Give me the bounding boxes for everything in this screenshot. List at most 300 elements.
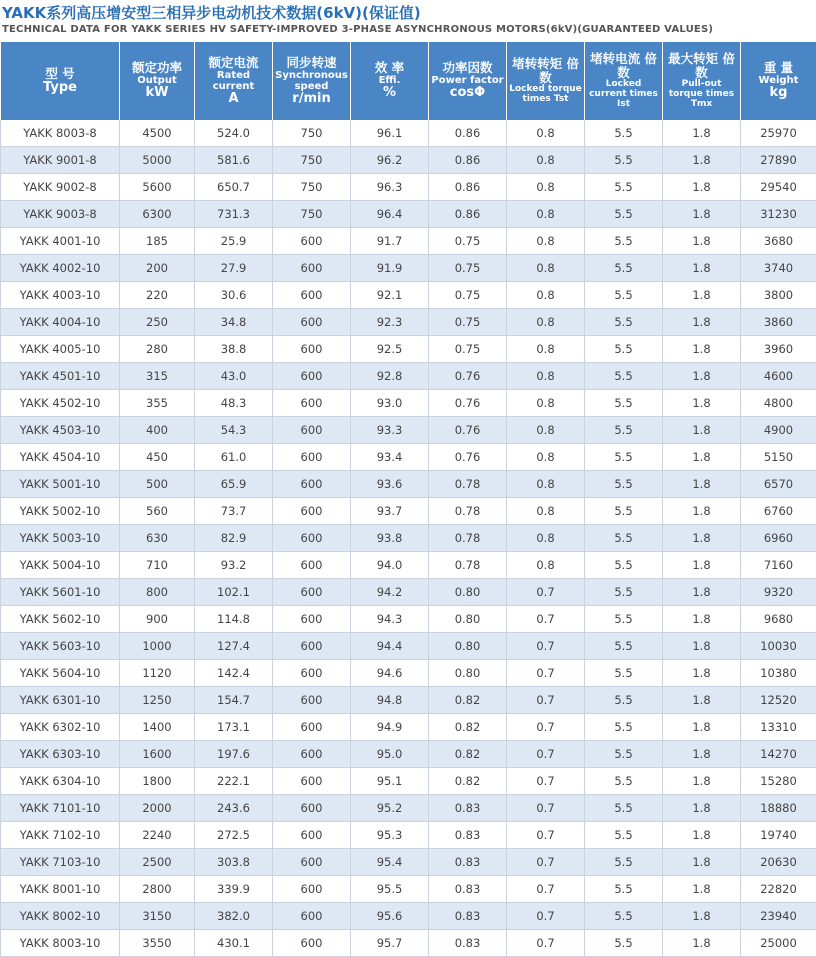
cell-efficiency: 95.2 [351, 795, 429, 822]
cell-synchronous-speed: 600 [273, 741, 351, 768]
cell-rated-current: 114.8 [195, 606, 273, 633]
cell-locked-torque: 0.7 [507, 606, 585, 633]
cell-locked-torque: 0.7 [507, 687, 585, 714]
cell-efficiency: 94.8 [351, 687, 429, 714]
cell-efficiency: 92.1 [351, 282, 429, 309]
cell-synchronous-speed: 600 [273, 579, 351, 606]
cell-rated-current: 197.6 [195, 741, 273, 768]
header-locked-current [585, 42, 663, 120]
table-row [1, 417, 816, 444]
cell-synchronous-speed: 600 [273, 552, 351, 579]
cell-weight: 27890 [741, 147, 816, 174]
cell-type: YAKK 4004-10 [1, 309, 120, 336]
cell-power-factor: 0.80 [429, 633, 507, 660]
cell-type: YAKK 4005-10 [1, 336, 120, 363]
cell-synchronous-speed: 600 [273, 903, 351, 930]
cell-rated-current: 272.5 [195, 822, 273, 849]
cell-synchronous-speed: 600 [273, 849, 351, 876]
cell-type: YAKK 5004-10 [1, 552, 120, 579]
cell-locked-current: 5.5 [585, 444, 663, 471]
header-unit: Type [2, 81, 118, 95]
cell-type: YAKK 4001-10 [1, 228, 120, 255]
table-row [1, 390, 816, 417]
cell-rated-current: 38.8 [195, 336, 273, 363]
cell-pull-out-torque: 1.8 [663, 525, 741, 552]
cell-weight: 6760 [741, 498, 816, 525]
cell-weight: 9320 [741, 579, 816, 606]
cell-locked-current: 5.5 [585, 120, 663, 147]
cell-locked-current: 5.5 [585, 174, 663, 201]
cell-type: YAKK 4003-10 [1, 282, 120, 309]
cell-pull-out-torque: 1.8 [663, 363, 741, 390]
cell-rated-current: 222.1 [195, 768, 273, 795]
cell-rated-current: 650.7 [195, 174, 273, 201]
cell-rated-current: 142.4 [195, 660, 273, 687]
table-row [1, 363, 816, 390]
table-row [1, 282, 816, 309]
cell-rated-current: 339.9 [195, 876, 273, 903]
cell-output: 185 [120, 228, 195, 255]
cell-type: YAKK 8003-10 [1, 930, 120, 957]
cell-power-factor: 0.75 [429, 228, 507, 255]
header-unit: % [352, 86, 427, 100]
header-cn: 型 号 [2, 67, 118, 81]
cell-locked-current: 5.5 [585, 849, 663, 876]
cell-rated-current: 173.1 [195, 714, 273, 741]
cell-efficiency: 94.4 [351, 633, 429, 660]
cell-pull-out-torque: 1.8 [663, 687, 741, 714]
cell-locked-current: 5.5 [585, 930, 663, 957]
header-unit: kW [121, 86, 193, 100]
header-cn: 最大转矩 倍数 [664, 52, 739, 80]
cell-efficiency: 93.0 [351, 390, 429, 417]
cell-weight: 3680 [741, 228, 816, 255]
cell-type: YAKK 5603-10 [1, 633, 120, 660]
cell-weight: 4900 [741, 417, 816, 444]
cell-efficiency: 95.0 [351, 741, 429, 768]
cell-weight: 4600 [741, 363, 816, 390]
table-row [1, 309, 816, 336]
cell-pull-out-torque: 1.8 [663, 147, 741, 174]
cell-weight: 14270 [741, 741, 816, 768]
cell-rated-current: 48.3 [195, 390, 273, 417]
cell-locked-torque: 0.8 [507, 201, 585, 228]
cell-weight: 20630 [741, 849, 816, 876]
header-rated-current [195, 42, 273, 120]
cell-weight: 23940 [741, 903, 816, 930]
cell-synchronous-speed: 600 [273, 687, 351, 714]
cell-locked-torque: 0.8 [507, 147, 585, 174]
cell-efficiency: 92.3 [351, 309, 429, 336]
cell-locked-current: 5.5 [585, 876, 663, 903]
cell-locked-torque: 0.7 [507, 795, 585, 822]
cell-type: YAKK 5601-10 [1, 579, 120, 606]
table-row [1, 606, 816, 633]
cell-locked-current: 5.5 [585, 390, 663, 417]
header-unit: r/min [274, 92, 349, 106]
cell-locked-current: 5.5 [585, 498, 663, 525]
table-row [1, 444, 816, 471]
cell-type: YAKK 7103-10 [1, 849, 120, 876]
cell-rated-current: 243.6 [195, 795, 273, 822]
cell-pull-out-torque: 1.8 [663, 714, 741, 741]
cell-power-factor: 0.76 [429, 363, 507, 390]
cell-efficiency: 96.1 [351, 120, 429, 147]
cell-rated-current: 303.8 [195, 849, 273, 876]
cell-pull-out-torque: 1.8 [663, 660, 741, 687]
cell-type: YAKK 4503-10 [1, 417, 120, 444]
cell-rated-current: 27.9 [195, 255, 273, 282]
cell-pull-out-torque: 1.8 [663, 741, 741, 768]
header-type [1, 42, 120, 120]
cell-locked-current: 5.5 [585, 660, 663, 687]
cell-power-factor: 0.75 [429, 309, 507, 336]
cell-weight: 15280 [741, 768, 816, 795]
cell-efficiency: 93.6 [351, 471, 429, 498]
cell-efficiency: 95.4 [351, 849, 429, 876]
cell-output: 2800 [120, 876, 195, 903]
cell-locked-current: 5.5 [585, 714, 663, 741]
cell-locked-torque: 0.7 [507, 633, 585, 660]
cell-pull-out-torque: 1.8 [663, 255, 741, 282]
cell-synchronous-speed: 600 [273, 282, 351, 309]
cell-weight: 3860 [741, 309, 816, 336]
cell-output: 400 [120, 417, 195, 444]
cell-efficiency: 91.7 [351, 228, 429, 255]
cell-power-factor: 0.82 [429, 741, 507, 768]
cell-locked-current: 5.5 [585, 768, 663, 795]
cell-efficiency: 95.5 [351, 876, 429, 903]
cell-weight: 22820 [741, 876, 816, 903]
cell-power-factor: 0.83 [429, 903, 507, 930]
cell-pull-out-torque: 1.8 [663, 579, 741, 606]
cell-power-factor: 0.75 [429, 336, 507, 363]
cell-power-factor: 0.86 [429, 201, 507, 228]
cell-power-factor: 0.75 [429, 282, 507, 309]
cell-synchronous-speed: 600 [273, 822, 351, 849]
cell-pull-out-torque: 1.8 [663, 606, 741, 633]
table-row [1, 255, 816, 282]
cell-weight: 13310 [741, 714, 816, 741]
page-title-en: TECHNICAL DATA FOR YAKK SERIES HV SAFETY-IMPROVED 3-PHASE ASYNCHRONOUS MOTORS(6kV)(GUARANTEED VALUES) [2, 24, 713, 35]
cell-weight: 31230 [741, 201, 816, 228]
cell-output: 630 [120, 525, 195, 552]
table-row [1, 687, 816, 714]
cell-type: YAKK 8002-10 [1, 903, 120, 930]
table-row [1, 201, 816, 228]
cell-locked-current: 5.5 [585, 417, 663, 444]
cell-locked-torque: 0.8 [507, 120, 585, 147]
header-unit: A [196, 92, 271, 106]
cell-type: YAKK 4002-10 [1, 255, 120, 282]
cell-output: 1120 [120, 660, 195, 687]
cell-efficiency: 96.4 [351, 201, 429, 228]
cell-rated-current: 54.3 [195, 417, 273, 444]
cell-locked-current: 5.5 [585, 687, 663, 714]
cell-rated-current: 102.1 [195, 579, 273, 606]
cell-locked-torque: 0.7 [507, 741, 585, 768]
technical-data-table [0, 42, 816, 957]
cell-efficiency: 93.4 [351, 444, 429, 471]
cell-synchronous-speed: 600 [273, 228, 351, 255]
cell-output: 1600 [120, 741, 195, 768]
cell-synchronous-speed: 600 [273, 444, 351, 471]
table-row [1, 228, 816, 255]
header-power-factor [429, 42, 507, 120]
cell-locked-torque: 0.8 [507, 336, 585, 363]
cell-pull-out-torque: 1.8 [663, 282, 741, 309]
cell-output: 315 [120, 363, 195, 390]
cell-synchronous-speed: 600 [273, 876, 351, 903]
cell-output: 1800 [120, 768, 195, 795]
table-row [1, 714, 816, 741]
cell-power-factor: 0.76 [429, 444, 507, 471]
cell-synchronous-speed: 600 [273, 633, 351, 660]
cell-rated-current: 43.0 [195, 363, 273, 390]
cell-locked-torque: 0.8 [507, 174, 585, 201]
table-row [1, 336, 816, 363]
cell-power-factor: 0.82 [429, 687, 507, 714]
cell-pull-out-torque: 1.8 [663, 228, 741, 255]
cell-locked-torque: 0.7 [507, 768, 585, 795]
cell-locked-current: 5.5 [585, 255, 663, 282]
cell-weight: 6570 [741, 471, 816, 498]
cell-rated-current: 731.3 [195, 201, 273, 228]
cell-locked-current: 5.5 [585, 606, 663, 633]
cell-locked-torque: 0.7 [507, 876, 585, 903]
cell-type: YAKK 6303-10 [1, 741, 120, 768]
header-en: Effi. [352, 75, 427, 86]
cell-weight: 12520 [741, 687, 816, 714]
cell-locked-torque: 0.7 [507, 660, 585, 687]
table-row [1, 174, 816, 201]
cell-power-factor: 0.82 [429, 768, 507, 795]
cell-power-factor: 0.83 [429, 930, 507, 957]
cell-weight: 6960 [741, 525, 816, 552]
cell-type: YAKK 8001-10 [1, 876, 120, 903]
cell-synchronous-speed: 600 [273, 390, 351, 417]
page-title-cn: YAKK系列高压增安型三相异步电动机技术数据(6kV)(保证值) [2, 2, 421, 23]
cell-pull-out-torque: 1.8 [663, 849, 741, 876]
header-efficiency [351, 42, 429, 120]
cell-locked-current: 5.5 [585, 201, 663, 228]
cell-locked-torque: 0.8 [507, 282, 585, 309]
cell-locked-current: 5.5 [585, 363, 663, 390]
header-en: Power factor [430, 75, 505, 86]
table-row [1, 930, 816, 957]
cell-locked-torque: 0.7 [507, 714, 585, 741]
cell-output: 710 [120, 552, 195, 579]
cell-pull-out-torque: 1.8 [663, 444, 741, 471]
header-cn: 重 量 [742, 61, 815, 75]
cell-pull-out-torque: 1.8 [663, 390, 741, 417]
header-cn: 堵转电流 倍数 [586, 52, 661, 80]
cell-type: YAKK 6304-10 [1, 768, 120, 795]
cell-synchronous-speed: 750 [273, 147, 351, 174]
cell-type: YAKK 6301-10 [1, 687, 120, 714]
cell-power-factor: 0.83 [429, 795, 507, 822]
cell-synchronous-speed: 600 [273, 768, 351, 795]
cell-weight: 5150 [741, 444, 816, 471]
cell-output: 200 [120, 255, 195, 282]
cell-weight: 9680 [741, 606, 816, 633]
cell-pull-out-torque: 1.8 [663, 930, 741, 957]
cell-power-factor: 0.86 [429, 120, 507, 147]
header-output [120, 42, 195, 120]
header-cn: 额定功率 [121, 61, 193, 75]
cell-efficiency: 94.0 [351, 552, 429, 579]
cell-pull-out-torque: 1.8 [663, 471, 741, 498]
cell-synchronous-speed: 600 [273, 309, 351, 336]
cell-locked-current: 5.5 [585, 147, 663, 174]
cell-synchronous-speed: 600 [273, 417, 351, 444]
cell-type: YAKK 6302-10 [1, 714, 120, 741]
cell-type: YAKK 5604-10 [1, 660, 120, 687]
cell-power-factor: 0.76 [429, 390, 507, 417]
cell-synchronous-speed: 600 [273, 471, 351, 498]
table-row [1, 795, 816, 822]
cell-locked-torque: 0.8 [507, 417, 585, 444]
header-en: Synchronous speed [274, 70, 349, 92]
cell-synchronous-speed: 600 [273, 606, 351, 633]
table-row [1, 147, 816, 174]
cell-weight: 19740 [741, 822, 816, 849]
cell-weight: 3740 [741, 255, 816, 282]
cell-efficiency: 95.3 [351, 822, 429, 849]
cell-synchronous-speed: 750 [273, 120, 351, 147]
cell-rated-current: 127.4 [195, 633, 273, 660]
cell-output: 1400 [120, 714, 195, 741]
header-unit: cosΦ [430, 86, 505, 100]
cell-locked-torque: 0.8 [507, 255, 585, 282]
cell-synchronous-speed: 600 [273, 498, 351, 525]
cell-output: 2500 [120, 849, 195, 876]
table-row [1, 498, 816, 525]
cell-power-factor: 0.78 [429, 552, 507, 579]
cell-pull-out-torque: 1.8 [663, 903, 741, 930]
header-en: Locked current times Ist [586, 80, 661, 110]
table-header-row [1, 42, 816, 120]
header-synchronous-speed [273, 42, 351, 120]
cell-locked-torque: 0.8 [507, 444, 585, 471]
cell-locked-torque: 0.7 [507, 579, 585, 606]
cell-locked-current: 5.5 [585, 822, 663, 849]
cell-locked-torque: 0.8 [507, 228, 585, 255]
cell-rated-current: 82.9 [195, 525, 273, 552]
cell-power-factor: 0.80 [429, 660, 507, 687]
cell-output: 6300 [120, 201, 195, 228]
cell-power-factor: 0.83 [429, 849, 507, 876]
cell-pull-out-torque: 1.8 [663, 552, 741, 579]
cell-rated-current: 93.2 [195, 552, 273, 579]
header-unit: kg [742, 86, 815, 100]
cell-weight: 18880 [741, 795, 816, 822]
cell-output: 1250 [120, 687, 195, 714]
cell-output: 5600 [120, 174, 195, 201]
cell-efficiency: 96.3 [351, 174, 429, 201]
cell-efficiency: 94.9 [351, 714, 429, 741]
cell-weight: 3800 [741, 282, 816, 309]
cell-type: YAKK 8003-8 [1, 120, 120, 147]
cell-synchronous-speed: 600 [273, 336, 351, 363]
cell-type: YAKK 5002-10 [1, 498, 120, 525]
cell-rated-current: 382.0 [195, 903, 273, 930]
cell-type: YAKK 4501-10 [1, 363, 120, 390]
cell-power-factor: 0.78 [429, 498, 507, 525]
cell-output: 2240 [120, 822, 195, 849]
cell-locked-torque: 0.7 [507, 822, 585, 849]
cell-locked-torque: 0.8 [507, 498, 585, 525]
cell-output: 250 [120, 309, 195, 336]
cell-synchronous-speed: 750 [273, 174, 351, 201]
header-weight [741, 42, 816, 120]
cell-type: YAKK 7102-10 [1, 822, 120, 849]
table-row [1, 876, 816, 903]
cell-synchronous-speed: 600 [273, 255, 351, 282]
cell-synchronous-speed: 600 [273, 525, 351, 552]
cell-output: 280 [120, 336, 195, 363]
cell-rated-current: 154.7 [195, 687, 273, 714]
cell-type: YAKK 4502-10 [1, 390, 120, 417]
header-en: Locked torque times Tst [508, 85, 583, 105]
cell-pull-out-torque: 1.8 [663, 768, 741, 795]
cell-output: 4500 [120, 120, 195, 147]
cell-pull-out-torque: 1.8 [663, 120, 741, 147]
table-row [1, 822, 816, 849]
cell-output: 2000 [120, 795, 195, 822]
header-cn: 效 率 [352, 61, 427, 75]
cell-weight: 4800 [741, 390, 816, 417]
cell-power-factor: 0.82 [429, 714, 507, 741]
cell-power-factor: 0.76 [429, 417, 507, 444]
cell-locked-torque: 0.8 [507, 525, 585, 552]
cell-rated-current: 61.0 [195, 444, 273, 471]
header-en: Rated current [196, 70, 271, 92]
cell-weight: 10380 [741, 660, 816, 687]
cell-locked-current: 5.5 [585, 228, 663, 255]
cell-output: 500 [120, 471, 195, 498]
header-en: Pull-out torque times Tmx [664, 80, 739, 110]
cell-synchronous-speed: 600 [273, 795, 351, 822]
cell-pull-out-torque: 1.8 [663, 876, 741, 903]
cell-weight: 25970 [741, 120, 816, 147]
table-row [1, 768, 816, 795]
cell-pull-out-torque: 1.8 [663, 498, 741, 525]
cell-locked-torque: 0.8 [507, 390, 585, 417]
cell-output: 3550 [120, 930, 195, 957]
cell-pull-out-torque: 1.8 [663, 174, 741, 201]
cell-synchronous-speed: 750 [273, 201, 351, 228]
cell-type: YAKK 9001-8 [1, 147, 120, 174]
cell-power-factor: 0.83 [429, 876, 507, 903]
cell-type: YAKK 5602-10 [1, 606, 120, 633]
header-en: Weight [742, 75, 815, 86]
cell-type: YAKK 5003-10 [1, 525, 120, 552]
cell-rated-current: 25.9 [195, 228, 273, 255]
cell-power-factor: 0.78 [429, 525, 507, 552]
cell-efficiency: 95.1 [351, 768, 429, 795]
cell-pull-out-torque: 1.8 [663, 795, 741, 822]
cell-locked-torque: 0.8 [507, 363, 585, 390]
cell-synchronous-speed: 600 [273, 714, 351, 741]
cell-output: 450 [120, 444, 195, 471]
cell-synchronous-speed: 600 [273, 660, 351, 687]
cell-weight: 3960 [741, 336, 816, 363]
cell-output: 5000 [120, 147, 195, 174]
cell-pull-out-torque: 1.8 [663, 822, 741, 849]
table-row [1, 525, 816, 552]
table-row [1, 660, 816, 687]
